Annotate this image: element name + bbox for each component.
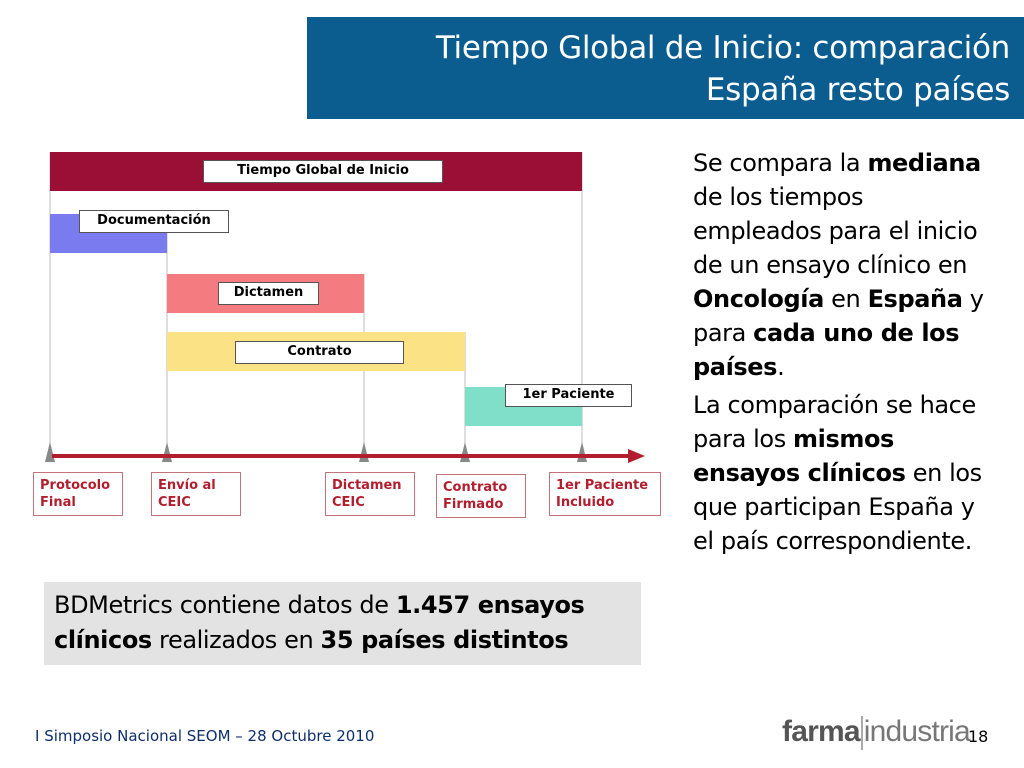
text-run: . — [777, 353, 785, 381]
milestone-line: Incluido — [556, 495, 615, 510]
milestone-line: Final — [40, 495, 76, 510]
bar-label-dictamen: Dictamen — [218, 282, 319, 305]
milestone-line: Protocolo — [40, 478, 111, 493]
milestone-dictamen-ceic — [325, 472, 415, 516]
milestone-line: Firmado — [443, 497, 504, 512]
text-run: BDMetrics contiene datos de — [54, 591, 396, 619]
text-run-bold: cada uno de los países — [693, 319, 960, 381]
page-number: 18 — [968, 727, 989, 746]
logo-bold: farma — [782, 715, 860, 748]
marker — [460, 442, 470, 462]
text-run-bold: mediana — [867, 149, 981, 177]
text-run-bold: España — [867, 285, 963, 313]
milestone-line: Dictamen — [332, 478, 402, 493]
milestone-line: CEIC — [158, 495, 191, 510]
text-run: y para — [693, 285, 984, 347]
marker — [162, 442, 172, 462]
bdmetrics-info-box — [44, 582, 641, 665]
title-line-2: España resto países — [705, 72, 1010, 108]
marker — [577, 442, 587, 462]
bar-label-documentacion: Documentación — [79, 210, 229, 233]
footer-event: I Simposio Nacional SEOM – 28 Octubre 2010 — [35, 727, 375, 745]
text-run: en — [823, 285, 868, 313]
title-line-1: Tiempo Global de Inicio: comparación — [435, 30, 1010, 66]
milestone-1er-paciente-incluido — [549, 472, 661, 516]
milestone-protocolo-final — [33, 472, 123, 516]
milestone-line: 1er Paciente — [556, 478, 649, 493]
bar-label-contrato: Contrato — [235, 341, 404, 364]
bar-label-tiempo-global: Tiempo Global de Inicio — [203, 160, 443, 183]
milestone-envio-ceic — [151, 472, 241, 516]
text-run-bold: 1.457 ensayos clínicos — [54, 591, 585, 654]
logo-rest: industria — [863, 715, 970, 748]
marker — [45, 442, 55, 462]
marker — [359, 442, 369, 462]
explanation-paragraph-2 — [693, 388, 998, 558]
milestone-line: Envío al — [158, 478, 216, 493]
farmaindustria-logo — [782, 712, 970, 752]
text-run: en los que participan España y el país correspondiente. — [693, 459, 982, 555]
bar-label-1er-paciente: 1er Paciente — [505, 384, 632, 407]
milestone-line: Contrato — [443, 480, 508, 495]
text-run-bold: 35 países distintos — [320, 626, 569, 654]
text-run-bold: mismos ensayos clínicos — [693, 425, 906, 487]
milestone-line: CEIC — [332, 495, 365, 510]
text-run: realizados en — [151, 626, 321, 654]
logo-separator — [861, 716, 863, 750]
text-run: Se compara la — [693, 149, 868, 177]
explanation-text — [693, 146, 998, 562]
milestone-contrato-firmado — [436, 474, 526, 518]
text-run: La comparación se hace para los — [693, 391, 976, 453]
timeline-arrow-head — [628, 449, 645, 463]
explanation-paragraph-1 — [693, 146, 998, 384]
text-run: de los tiempos empleados para el inicio de un ensayo clínico en — [693, 183, 978, 279]
text-run-bold: Oncología — [693, 285, 824, 313]
slide-title — [307, 17, 1024, 119]
